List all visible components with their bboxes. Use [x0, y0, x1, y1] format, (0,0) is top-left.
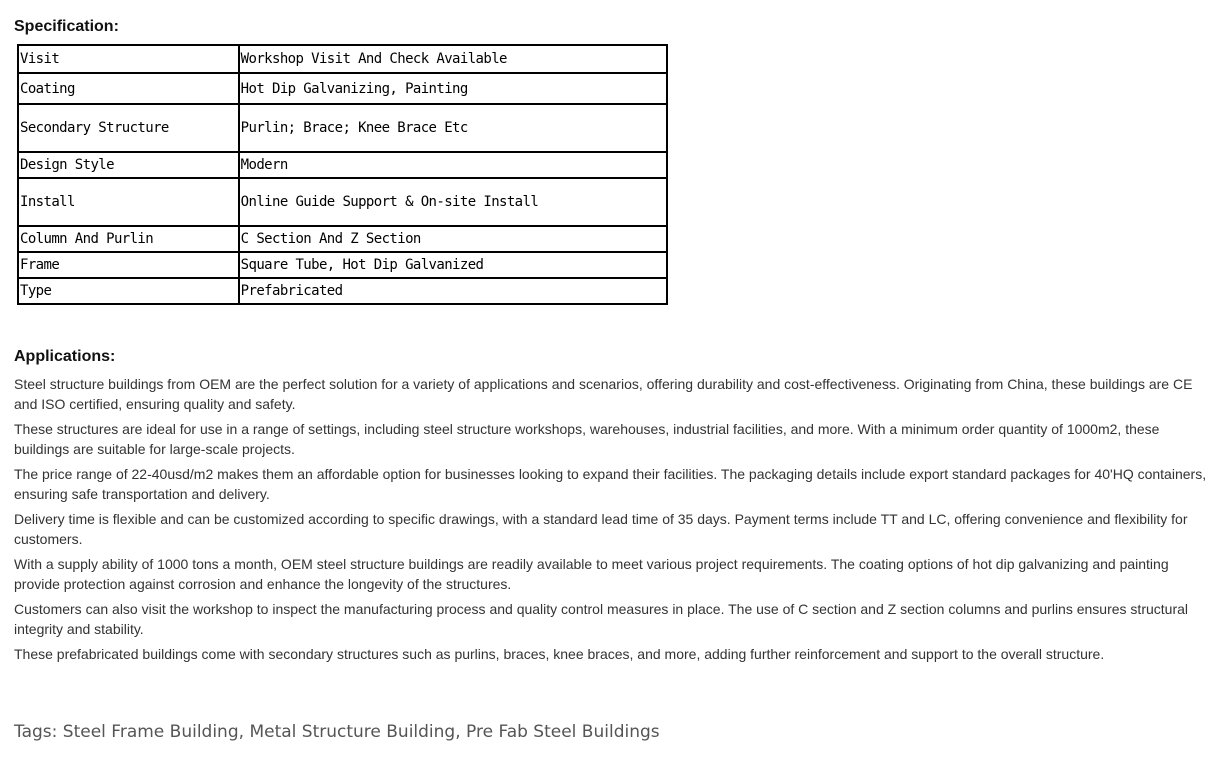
tag-separator: , [455, 722, 467, 742]
spec-key: Install [18, 178, 239, 226]
paragraph: Delivery time is flexible and can be customized according to specific drawings, with a standard lead time of 35 days. Payment terms include TT and LC, offering convenience and flexibility for customers. [14, 511, 1188, 547]
applications-body [14, 375, 1212, 671]
tag-link-pre-fab-steel-buildings[interactable]: Pre Fab Steel Buildings [466, 722, 660, 742]
tag-link-steel-frame-building[interactable]: Steel Frame Building [62, 722, 239, 742]
spec-value: Modern [239, 152, 667, 178]
table-row [18, 226, 667, 252]
tag-separator: , [238, 722, 250, 742]
table-row [18, 104, 667, 152]
paragraph: These structures are ideal for use in a range of settings, including steel structure workshops, warehouses, industrial facilities, and more. With a minimum order quantity of 1000m2, these buildings are suitable for large-scale projects. [14, 421, 1160, 457]
spec-key: Design Style [18, 152, 239, 178]
specification-heading: Specification: [14, 18, 119, 35]
table-row [18, 152, 667, 178]
table-row [18, 278, 667, 304]
paragraph: Steel structure buildings from OEM are the perfect solution for a variety of applications and scenarios, offering durability and cost-effectiveness. Originating from China, these buildings are CE and ISO certified, ensuring quality and safety. [14, 376, 1193, 412]
spec-value: C Section And Z Section [239, 226, 667, 252]
spec-value: Online Guide Support & On-site Install [239, 178, 667, 226]
table-row [18, 252, 667, 278]
spec-key: Frame [18, 252, 239, 278]
paragraph: With a supply ability of 1000 tons a month, OEM steel structure buildings are readily available to meet various project requirements. The coating options of hot dip galvanizing and painting provide protection against corrosion and enhance the longevity of the structures. [14, 556, 1169, 592]
spec-key: Coating [18, 73, 239, 104]
spec-value: Purlin; Brace; Knee Brace Etc [239, 104, 667, 152]
spec-key: Type [18, 278, 239, 304]
spec-value: Hot Dip Galvanizing, Painting [239, 73, 667, 104]
spec-key: Secondary Structure [18, 104, 239, 152]
paragraph: These prefabricated buildings come with secondary structures such as purlins, braces, knee braces, and more, adding further reinforcement and support to the overall structure. [14, 646, 1105, 662]
paragraph: Customers can also visit the workshop to inspect the manufacturing process and quality control measures in place. The use of C section and Z section columns and purlins ensures structural integrity and stability. [14, 601, 1188, 637]
spec-value: Prefabricated [239, 278, 667, 304]
specification-table [17, 44, 668, 305]
applications-heading: Applications: [14, 348, 116, 365]
paragraph: The price range of 22-40usd/m2 makes them an affordable option for businesses looking to expand their facilities. The packaging details include export standard packages for 40'HQ containers, ensuring safe transportation and delivery. [14, 466, 1207, 502]
spec-value: Workshop Visit And Check Available [239, 45, 667, 73]
tag-link-metal-structure-building[interactable]: Metal Structure Building [249, 722, 456, 742]
table-row [18, 73, 667, 104]
tags-label: Tags: [14, 722, 58, 742]
spec-key: Visit [18, 45, 239, 73]
spec-key: Column And Purlin [18, 226, 239, 252]
table-row [18, 45, 667, 73]
table-row [18, 178, 667, 226]
spec-value: Square Tube, Hot Dip Galvanized [239, 252, 667, 278]
tags-line [14, 722, 660, 742]
